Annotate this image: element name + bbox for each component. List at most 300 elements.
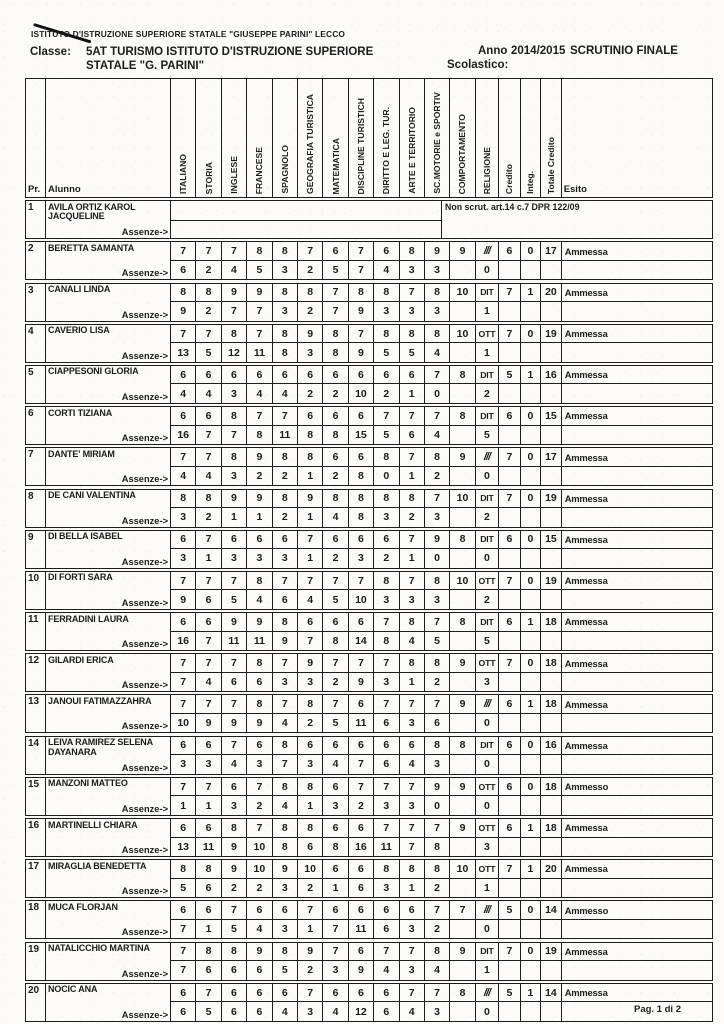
esito-column <box>561 490 713 527</box>
assenze-cell: 3 <box>383 305 390 318</box>
grade-cell: 8 <box>400 490 424 509</box>
student-name-cell <box>45 490 170 527</box>
student-row <box>25 489 713 528</box>
grade-cell: 6 <box>323 407 347 426</box>
student-name: DANTE' MIRIAM <box>48 448 115 459</box>
grade-cell: 7 <box>400 284 424 303</box>
grade-cell: 6 <box>400 366 424 385</box>
grade-cell: 9 <box>450 695 474 714</box>
totale-credito-cell-column <box>540 284 561 321</box>
pr-number: 19 <box>25 943 45 980</box>
student-row <box>25 983 713 1022</box>
integ-cell-column <box>520 613 541 650</box>
religione-value: DIT <box>476 366 499 385</box>
grade-cell: 6 <box>323 778 347 797</box>
empty-cell <box>521 549 541 568</box>
assenze-cell: 6 <box>256 676 263 688</box>
subject-column <box>195 778 220 815</box>
grade-cell: 9 <box>425 778 449 797</box>
anno-value: 2014/2015 <box>511 45 566 57</box>
assenze-cell: 13 <box>177 346 190 359</box>
grade-cell: 7 <box>222 737 246 756</box>
assenze-cell: 5 <box>408 346 415 359</box>
empty-cell <box>541 838 561 857</box>
assenze-cell: 7 <box>358 264 364 277</box>
assenze-cell: 2 <box>332 676 339 688</box>
subject-column <box>272 819 297 856</box>
credito-cell: 7 <box>499 490 520 509</box>
subject-column <box>322 860 347 897</box>
grade-cell: 6 <box>349 819 373 838</box>
grade-cell: 6 <box>374 242 398 261</box>
assenze-cell: 0 <box>484 799 490 812</box>
assenze-cell: 6 <box>383 923 390 936</box>
subject-column <box>449 284 474 321</box>
esito-column <box>561 531 713 568</box>
esito-column <box>561 284 713 321</box>
esito-value: Ammessa <box>562 654 712 673</box>
assenze-cell: 4 <box>256 593 263 606</box>
grade-cell: 9 <box>298 654 322 673</box>
table-body <box>25 200 713 1022</box>
subject-column <box>297 531 322 568</box>
esito-value: Ammessa <box>562 407 712 426</box>
empty-cell <box>541 673 561 692</box>
assenze-cell: 4 <box>434 346 441 359</box>
integ-cell-column <box>520 860 541 897</box>
grade-cell: 9 <box>222 284 246 303</box>
assenze-cell: 5 <box>256 264 263 277</box>
integ-cell: 1 <box>521 984 541 1003</box>
subject-column <box>195 819 220 856</box>
grade-cell: 7 <box>171 242 195 261</box>
assenze-cell: 7 <box>205 634 212 647</box>
credito-cell: 7 <box>499 943 520 962</box>
grade-cell: 7 <box>171 695 195 714</box>
esito-column <box>561 242 713 279</box>
grade-cell: 8 <box>425 860 449 879</box>
assenze-cell: 3 <box>231 799 237 812</box>
esito-empty-cell <box>562 755 712 774</box>
grade-cell: 6 <box>171 984 195 1003</box>
integ-cell: 0 <box>521 943 541 962</box>
empty-cell <box>521 879 541 898</box>
assenze-cell: 2 <box>256 881 263 894</box>
credito-cell-column <box>498 901 520 938</box>
religione-column <box>475 737 499 774</box>
subject-column <box>373 325 398 362</box>
religione-column <box>475 695 499 732</box>
alunno-column-header <box>45 79 170 197</box>
grade-cell: 7 <box>298 572 322 591</box>
assenze-cell: 0 <box>484 717 490 730</box>
subject-column <box>424 531 449 568</box>
subject-column <box>170 819 195 856</box>
credito-cell: 7 <box>499 325 520 344</box>
esito-column <box>561 613 713 650</box>
grade-cell: 6 <box>196 819 220 838</box>
esito-empty-cell <box>562 961 712 980</box>
student-row <box>25 736 713 775</box>
religione-value: DIT <box>476 613 499 632</box>
esito-empty-cell <box>562 426 712 445</box>
grade-cell: 8 <box>425 325 449 344</box>
totale-credito-cell-column <box>540 325 561 362</box>
grade-cell: 7 <box>349 572 373 591</box>
empty-cell <box>541 920 561 939</box>
subject-column <box>399 490 424 527</box>
empty-cell <box>521 261 541 280</box>
empty-cell <box>499 549 520 568</box>
grade-cell: 7 <box>400 819 424 838</box>
subject-column <box>221 819 246 856</box>
student-name-cell <box>45 654 170 691</box>
integ-cell-column <box>520 366 541 403</box>
subject-column <box>399 572 424 609</box>
assenze-cell: 3 <box>256 758 263 771</box>
grade-cell: 6 <box>349 531 373 550</box>
empty-cell <box>541 755 561 774</box>
grade-cell: 9 <box>450 654 474 673</box>
subject-column <box>246 654 271 691</box>
religione-column <box>475 984 499 1021</box>
assenze-cell: 8 <box>256 428 263 441</box>
subject-header-label: ITALIANO <box>178 154 189 194</box>
subject-column <box>297 984 322 1021</box>
religione-value: OTT <box>476 819 499 838</box>
assenze-cell <box>450 261 474 280</box>
empty-cell <box>499 590 520 609</box>
student-name-cell <box>45 901 170 938</box>
assenze-cell: 3 <box>231 552 237 565</box>
credito-cell-column <box>498 860 520 897</box>
credito-cell-column <box>498 490 520 527</box>
esito-value: Ammessa <box>562 984 712 1003</box>
subject-column <box>449 984 474 1021</box>
assenze-cell: 4 <box>281 1005 288 1018</box>
empty-cell <box>499 838 520 857</box>
subject-column <box>170 448 195 485</box>
integ-cell: 1 <box>521 366 541 385</box>
assenze-label: Assenze-> <box>121 309 168 320</box>
assenze-cell: 7 <box>205 428 212 441</box>
religione-value: DIT <box>476 407 499 426</box>
pr-column-header <box>25 79 45 197</box>
esito-value: Ammessa <box>562 860 712 879</box>
credito-cell: 5 <box>499 901 520 920</box>
assenze-cell: 5 <box>231 593 237 606</box>
assenze-cell <box>450 714 474 733</box>
grade-cell: 7 <box>400 448 424 467</box>
assenze-cell <box>450 384 474 403</box>
scrutinio-finale-title: SCRUTINIO FINALE <box>570 45 678 57</box>
subject-column <box>373 778 398 815</box>
student-row <box>25 365 713 404</box>
esito-column <box>561 572 713 609</box>
integ-cell: 1 <box>521 819 541 838</box>
student-row <box>25 324 713 363</box>
assenze-cell <box>450 961 474 980</box>
totale-credito-cell-column <box>540 366 561 403</box>
assenze-cell: 6 <box>231 676 237 688</box>
subject-column <box>322 984 347 1021</box>
totale-credito-cell: 16 <box>541 366 561 385</box>
assenze-cell: 5 <box>231 923 237 936</box>
grade-cell: 7 <box>247 325 271 344</box>
subject-column <box>221 654 246 691</box>
assenze-cell: 6 <box>231 964 237 977</box>
subject-column <box>348 654 373 691</box>
subject-column <box>348 531 373 568</box>
student-name-cell <box>45 448 170 485</box>
assenze-cell: 3 <box>281 264 288 277</box>
assenze-cell: 2 <box>484 511 490 524</box>
assenze-cell: 5 <box>332 717 339 730</box>
student-name: DE CANI VALENTINA <box>48 490 136 500</box>
subject-column <box>449 613 474 650</box>
grade-cell: 6 <box>400 737 424 756</box>
assenze-cell: 0 <box>484 923 490 936</box>
assenze-cell: 1 <box>484 881 490 894</box>
assenze-cell <box>450 920 474 939</box>
subject-header-label: DIRITTO E LEG. TUR. <box>381 106 392 194</box>
grade-cell: 8 <box>273 284 297 303</box>
assenze-cell: 4 <box>281 717 288 730</box>
subject-column <box>246 366 271 403</box>
grade-cell: 7 <box>425 984 449 1003</box>
grade-cell: 7 <box>171 654 195 673</box>
assenze-cell: 2 <box>484 593 490 606</box>
assenze-cell: 1 <box>408 676 415 688</box>
subject-column <box>297 819 322 856</box>
empty-cell <box>521 384 541 403</box>
grade-cell: 9 <box>298 943 322 962</box>
grade-cell: 8 <box>196 860 220 879</box>
assenze-cell: 4 <box>256 923 263 936</box>
credito-cell-column <box>498 613 520 650</box>
grade-cell: 9 <box>247 284 271 303</box>
assenze-cell: 2 <box>332 387 339 400</box>
subject-column <box>221 490 246 527</box>
assenze-cell: 4 <box>205 387 212 400</box>
grade-cell: 7 <box>196 778 220 797</box>
credito-cell-column <box>498 778 520 815</box>
subject-column <box>221 407 246 444</box>
grade-cell: 8 <box>222 407 246 426</box>
subject-column <box>170 778 195 815</box>
subject-column <box>297 366 322 403</box>
grade-cell: 7 <box>298 984 322 1003</box>
assenze-cell: 7 <box>307 634 314 647</box>
grade-cell: 8 <box>298 695 322 714</box>
esito-column <box>561 860 713 897</box>
subject-column <box>195 407 220 444</box>
subject-column <box>221 325 246 362</box>
integ-cell-column <box>520 448 541 485</box>
credito-cell-column <box>498 737 520 774</box>
integ-cell-column <box>520 943 541 980</box>
grade-cell: 10 <box>450 572 474 591</box>
grade-cell: 8 <box>374 572 398 591</box>
student-row <box>25 241 713 280</box>
student-name-cell <box>45 407 170 444</box>
credito-cell-column <box>498 819 520 856</box>
assenze-cell: 2 <box>256 470 263 483</box>
subject-column <box>221 984 246 1021</box>
assenze-cell: 8 <box>332 346 339 359</box>
totale-credito-cell: 14 <box>541 984 561 1003</box>
integ-cell-column <box>520 737 541 774</box>
grade-cell: 7 <box>400 943 424 962</box>
empty-cell <box>499 714 520 733</box>
subject-column <box>449 860 474 897</box>
assenze-cell: 16 <box>177 428 190 441</box>
grade-cell: 8 <box>222 448 246 467</box>
grade-cell: 8 <box>425 943 449 962</box>
totale-credito-cell-column <box>540 984 561 1021</box>
student-row <box>25 283 713 322</box>
subject-column <box>399 654 424 691</box>
religione-value: DIT <box>476 284 499 303</box>
grade-cell: 7 <box>247 778 271 797</box>
subject-column <box>170 572 195 609</box>
assenze-cell: 1 <box>307 799 314 812</box>
religione-value: OTT <box>476 572 499 591</box>
assenze-cell: 3 <box>484 676 490 688</box>
credit-column-header <box>498 79 520 197</box>
subject-column-header <box>195 79 220 197</box>
assenze-cell: 2 <box>307 387 314 400</box>
assenze-cell: 5 <box>383 346 390 359</box>
assenze-cell: 9 <box>205 717 212 730</box>
pr-number: 2 <box>25 242 45 279</box>
subject-column <box>322 778 347 815</box>
grade-cell: 7 <box>323 284 347 303</box>
student-name-cell <box>45 778 170 815</box>
grade-cell: 6 <box>222 984 246 1003</box>
subject-column <box>246 531 271 568</box>
credito-cell: 6 <box>499 242 520 261</box>
subject-column <box>424 737 449 774</box>
assenze-cell: 6 <box>180 264 187 277</box>
assenze-cell: 0 <box>484 264 490 277</box>
assenze-cell: 3 <box>281 881 288 894</box>
student-name-cell <box>45 531 170 568</box>
empty-cell <box>521 632 541 651</box>
subject-column <box>170 901 195 938</box>
grade-cell: 6 <box>273 901 297 920</box>
grade-cell: 7 <box>323 572 347 591</box>
grade-cell: 8 <box>425 572 449 591</box>
grade-cell: 8 <box>323 490 347 509</box>
subject-column <box>348 572 373 609</box>
subject-column <box>170 737 195 774</box>
grade-cell: 7 <box>374 819 398 838</box>
assenze-cell: 3 <box>332 799 339 812</box>
grade-cell: 8 <box>298 448 322 467</box>
grade-cell: 7 <box>400 572 424 591</box>
esito-empty-cell <box>562 920 712 939</box>
subject-column <box>399 407 424 444</box>
grade-cell: 10 <box>247 860 271 879</box>
assenze-cell: 4 <box>408 634 415 647</box>
student-name: AVILA ORTIZ KAROL JACQUELINE <box>48 201 136 222</box>
esito-empty-cell <box>562 879 712 898</box>
subject-column <box>297 737 322 774</box>
religione-value: OTT <box>476 325 499 344</box>
assenze-cell: 8 <box>383 634 390 647</box>
grade-cell: 6 <box>171 407 195 426</box>
grade-cell: 8 <box>400 860 424 879</box>
subject-column <box>195 901 220 938</box>
subject-column <box>424 490 449 527</box>
student-name-cell <box>45 695 170 732</box>
assenze-cell: 11 <box>355 923 367 936</box>
grade-cell: 6 <box>323 613 347 632</box>
grade-cell: 7 <box>298 242 322 261</box>
grade-cell: 7 <box>425 819 449 838</box>
esito-value: Ammessa <box>562 737 712 756</box>
credito-cell: 5 <box>499 984 520 1003</box>
grade-cell: 8 <box>273 943 297 962</box>
assenze-cell: 7 <box>281 758 288 771</box>
religione-column <box>475 613 499 650</box>
assenze-cell: 11 <box>279 428 291 441</box>
subject-column <box>399 366 424 403</box>
assenze-cell: 7 <box>358 758 364 771</box>
subject-column <box>221 366 246 403</box>
assenze-cell: 2 <box>434 676 441 688</box>
assenze-label: Assenze-> <box>121 803 168 814</box>
grade-cell: 6 <box>247 366 271 385</box>
empty-cell <box>499 261 520 280</box>
subject-header-label: FRANCESE <box>254 146 265 194</box>
subject-column <box>246 984 271 1021</box>
assenze-cell: 2 <box>434 881 441 894</box>
subject-column <box>322 819 347 856</box>
assenze-cell: 5 <box>332 264 339 277</box>
grade-cell: 7 <box>400 984 424 1003</box>
pr-number: 3 <box>25 284 45 321</box>
totale-credito-cell-column <box>540 242 561 279</box>
assenze-cell: 6 <box>205 881 212 894</box>
empty-cell <box>541 467 561 486</box>
grade-cell: 6 <box>196 901 220 920</box>
grade-cell: 9 <box>247 448 271 467</box>
assenze-label: Assenze-> <box>121 433 168 444</box>
religione-value: OTT <box>476 860 499 879</box>
credito-cell-column <box>498 448 520 485</box>
credito-cell-column <box>498 242 520 279</box>
grade-cell: 7 <box>273 654 297 673</box>
integ-cell: 0 <box>521 572 541 591</box>
empty-cell <box>499 632 520 651</box>
subject-column <box>399 325 424 362</box>
credito-cell: 7 <box>499 572 520 591</box>
assenze-cell: 9 <box>231 840 237 853</box>
subject-column <box>195 325 220 362</box>
grade-cell: 6 <box>349 737 373 756</box>
subject-column <box>322 572 347 609</box>
subject-column <box>272 325 297 362</box>
subject-column <box>272 242 297 279</box>
empty-cell <box>499 508 520 527</box>
subject-column <box>170 490 195 527</box>
subject-column <box>272 531 297 568</box>
assenze-cell: 4 <box>307 593 314 606</box>
credito-cell: 6 <box>499 737 520 756</box>
integ-cell-column <box>520 242 541 279</box>
